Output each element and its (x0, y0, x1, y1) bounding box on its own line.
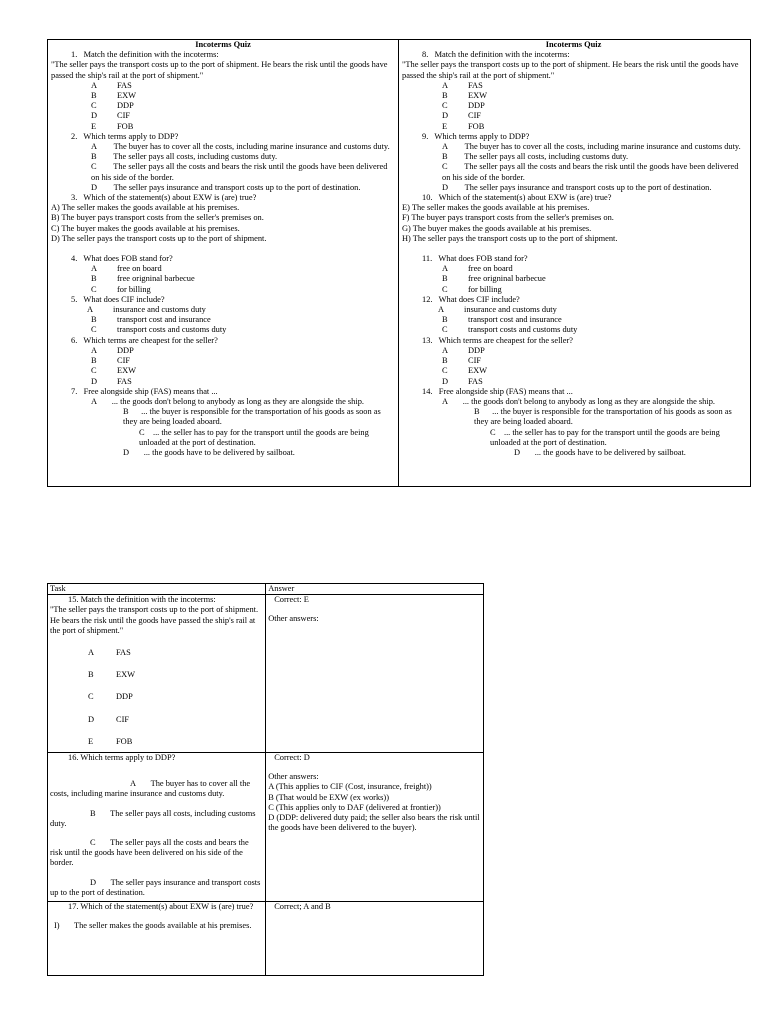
question-2: 2. Which terms apply to DDP? (71, 131, 179, 141)
question-7: 7. Free alongside ship (FAS) means that ... (71, 386, 218, 396)
option: A The buyer has to cover all the costs, including marine insurance and customs duty. (91, 142, 390, 152)
option: F) The buyer pays transport costs from the seller's premises on. (402, 213, 614, 223)
option: B EXW (442, 91, 488, 101)
quiz-title: Incoterms Quiz (195, 40, 251, 49)
option: C The seller pays all the costs and bears the risk until the goods have been delivered on his side of the border. (442, 162, 739, 182)
question-10: 10. Which of the statement(s) about EXW is (are) true? (422, 193, 612, 203)
option: B ... the buyer is responsible for the transportation of his goods as soon as they are being loaded aboard. (474, 407, 732, 427)
table-header-row (48, 584, 484, 595)
option: D FAS (442, 376, 483, 386)
option: D CIF (91, 111, 131, 121)
option: C The seller pays all the costs and bears the risk until the goods have been delivered on his side of the border. (91, 162, 388, 182)
task-cell: 17. Which of the statement(s) about EXW is (are) true? I) The seller makes the goods available at his premises. (48, 902, 266, 976)
option: D CIF (442, 111, 482, 121)
table-row (48, 595, 484, 753)
option: A free on board (91, 264, 162, 274)
option: D) The seller pays the transport costs up to the port of shipment. (51, 233, 267, 243)
option: C) The buyer makes the goods available at his premises. (51, 223, 240, 233)
question-8-quote: "The seller pays the transport costs up to the port of shipment. He bears the risk until the goods have passed the ship's rail at the port of shipment." (402, 60, 739, 80)
option: D ... the goods have to be delivered by sailboat. (514, 447, 686, 457)
question-6: 6. Which terms are cheapest for the seller? (71, 335, 218, 345)
quiz-column-right (398, 40, 748, 486)
option: C for billing (442, 284, 502, 294)
option: C ... the seller has to pay for the transport until the goods are being unloaded at the port of destination. (490, 427, 720, 447)
answer-cell: Correct; A and B (266, 902, 484, 976)
option: C DDP (91, 101, 134, 111)
option: B ... the buyer is responsible for the transportation of his goods as soon as they are being loaded aboard. (123, 407, 381, 427)
option: B The seller pays all costs, including customs duty. (442, 152, 629, 162)
option: A insurance and customs duty (87, 305, 206, 315)
task-cell: 16. Which terms apply to DDP? A The buyer has to cover all the costs, including marine insurance and customs duty. B The seller pays all costs, including customs duty. C The seller pays all the costs and bears the risk until the goods have been delivered on his side of the border. D The seller pays insurance and transport costs up to the port of destination. (48, 753, 266, 902)
question-11: 11. What does FOB stand for? (422, 254, 528, 264)
quiz-sheet (47, 39, 751, 487)
option: A ... the goods don't belong to anybody as long as they are alongside the ship. (442, 396, 715, 406)
table-row (48, 753, 484, 902)
option: A) The seller makes the goods available at his premises. (51, 203, 240, 213)
option: B) The buyer pays transport costs from the seller's premises on. (51, 213, 264, 223)
option: A free on board (442, 264, 513, 274)
question-14: 14. Free alongside ship (FAS) means that ... (422, 386, 573, 396)
option: B CIF (91, 356, 131, 366)
option: A insurance and customs duty (438, 305, 557, 315)
option: A The buyer has to cover all the costs, including marine insurance and customs duty. (442, 142, 741, 152)
answer-cell: Correct: D Other answers: A (This applies to CIF (Cost, insurance, freight)) B (That would be EXW (ex works)) C (This applies only to DAF (delivered at frontier)) D (DDP: delivered duty paid; the seller also bears the risk until the goods have been delivered to the buyer). (266, 753, 484, 902)
question-9: 9. Which terms apply to DDP? (422, 131, 530, 141)
question-5: 5. What does CIF include? (71, 294, 165, 304)
option: B transport cost and insurance (91, 315, 211, 325)
option: B free origninal barbecue (442, 274, 546, 284)
option: B transport cost and insurance (442, 315, 562, 325)
option: B free origninal barbecue (91, 274, 195, 284)
header-answer: Answer (266, 584, 484, 595)
option: C transport costs and customs duty (91, 325, 227, 335)
option: D The seller pays insurance and transport costs up to the port of destination. (91, 182, 361, 192)
option: C EXW (91, 366, 137, 376)
option: C EXW (442, 366, 488, 376)
option: A DDP (442, 345, 485, 355)
quiz-title: Incoterms Quiz (545, 40, 602, 49)
answer-cell: Correct: E Other answers: (266, 595, 484, 753)
question-4: 4. What does FOB stand for? (71, 254, 173, 264)
option: C transport costs and customs duty (442, 325, 578, 335)
option: E FOB (442, 121, 485, 131)
quiz-column-left (48, 40, 398, 486)
option: G) The buyer makes the goods available at his premises. (402, 223, 592, 233)
option: C ... the seller has to pay for the transport until the goods are being unloaded at the port of destination. (139, 427, 369, 447)
option: B The seller pays all costs, including customs duty. (91, 152, 278, 162)
question-1: 1. Match the definition with the incoterms: (71, 50, 219, 60)
question-13: 13. Which terms are cheapest for the seller? (422, 335, 574, 345)
option: B CIF (442, 356, 482, 366)
option: C DDP (442, 101, 485, 111)
option: D FAS (91, 376, 132, 386)
question-1-quote: "The seller pays the transport costs up to the port of shipment. He bears the risk until the goods have passed the ship's rail at the port of shipment." (51, 60, 388, 80)
task-cell: 15. Match the definition with the incoterms: "The seller pays the transport costs up to the port of shipment. He bears the risk until the goods have passed the ship's rail at the port of shipment." A FAS B EXW C DDP D CIF E FOB (48, 595, 266, 753)
option: E) The seller makes the goods available at his premises. (402, 203, 590, 213)
option: D The seller pays insurance and transport costs up to the port of destination. (442, 182, 712, 192)
option: E FOB (91, 121, 134, 131)
option: H) The seller pays the transport costs up to the port of shipment. (402, 233, 618, 243)
option: A FAS (442, 80, 483, 90)
option: A ... the goods don't belong to anybody as long as they are alongside the ship. (91, 396, 364, 406)
option: C for billing (91, 284, 151, 294)
option: A DDP (91, 345, 134, 355)
answer-table (47, 583, 484, 976)
option: D ... the goods have to be delivered by sailboat. (123, 447, 295, 457)
option: A FAS (91, 80, 132, 90)
question-12: 12. What does CIF include? (422, 294, 520, 304)
question-3: 3. Which of the statement(s) about EXW is (are) true? (71, 193, 257, 203)
option: B EXW (91, 91, 137, 101)
table-row (48, 902, 484, 976)
header-task: Task (48, 584, 266, 595)
question-8: 8. Match the definition with the incoterms: (422, 50, 570, 60)
